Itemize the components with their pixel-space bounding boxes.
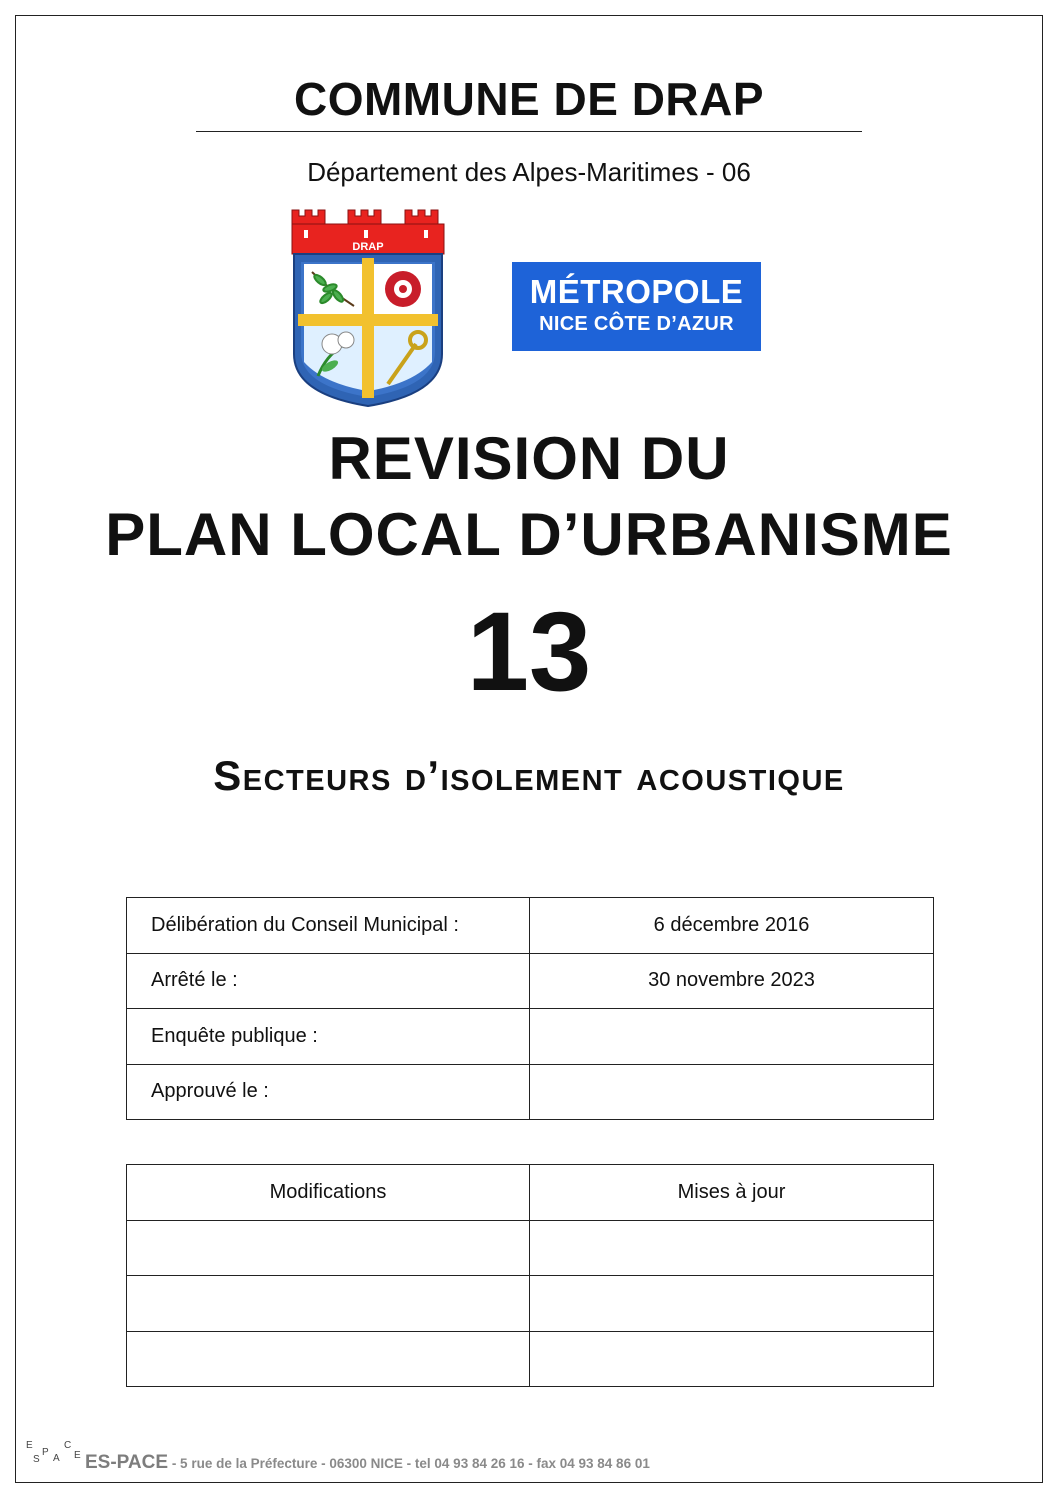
table-row (127, 898, 934, 954)
document-title-line2: PLAN LOCAL D’URBANISME (105, 501, 953, 568)
table-row (127, 953, 934, 1009)
table-row (127, 1276, 934, 1332)
document-title-line1: REVISION DU (328, 425, 730, 492)
table-row (127, 1220, 934, 1276)
metropole-logo-line1: MÉTROPOLE (529, 273, 744, 310)
empty-cell (127, 1331, 530, 1387)
logo-letter: E (74, 1450, 81, 1461)
department-line: Département des Alpes-Maritimes - 06 (307, 157, 751, 187)
modifications-table (126, 1164, 934, 1387)
table-row (127, 1064, 934, 1120)
table-row (127, 1009, 934, 1065)
empty-cell (127, 1276, 530, 1332)
commune-title: COMMUNE DE DRAP (293, 73, 765, 125)
empty-cell (530, 1331, 934, 1387)
document-number: 13 (466, 589, 592, 714)
row-value (530, 1064, 934, 1120)
empty-cell (530, 1276, 934, 1332)
row-label: Délibération du Conseil Municipal : (127, 898, 530, 954)
row-value: 6 décembre 2016 (530, 898, 934, 954)
logo-letter: C (64, 1440, 72, 1451)
crest-banner-text: DRAP (352, 241, 384, 253)
drap-coat-of-arms (288, 206, 448, 408)
row-value: 30 novembre 2023 (530, 953, 934, 1009)
table-row (127, 1331, 934, 1387)
header-modifications: Modifications (127, 1165, 530, 1221)
row-label: Enquête publique : (127, 1009, 530, 1065)
logo-letter: A (53, 1453, 60, 1464)
row-label: Approuvé le : (127, 1064, 530, 1120)
logo-letter: S (33, 1454, 40, 1465)
document-subtitle: Secteurs d’isolement acoustique (213, 752, 845, 799)
empty-cell (530, 1220, 934, 1276)
title-divider (196, 131, 862, 132)
table-header-row (127, 1165, 934, 1221)
footer-contact: - 5 rue de la Préfecture - 06300 NICE - tel 04 93 84 26 16 - fax 04 93 84 86 01 (168, 1456, 650, 1471)
espace-logo-icon (24, 1440, 84, 1474)
row-label: Arrêté le : (127, 953, 530, 1009)
metropole-logo-line2: NICE CÔTE D’AZUR (539, 313, 734, 335)
rose-icon (385, 271, 421, 307)
procedure-dates-table (126, 897, 934, 1120)
metropole-logo (512, 262, 761, 351)
footer-address (85, 1452, 650, 1474)
logo-letter: E (26, 1440, 33, 1451)
row-value (530, 1009, 934, 1065)
header-mises-a-jour: Mises à jour (530, 1165, 934, 1221)
logo-letter: P (42, 1447, 49, 1458)
empty-cell (127, 1220, 530, 1276)
footer (24, 1440, 784, 1474)
footer-brand: ES-PACE (85, 1452, 169, 1473)
